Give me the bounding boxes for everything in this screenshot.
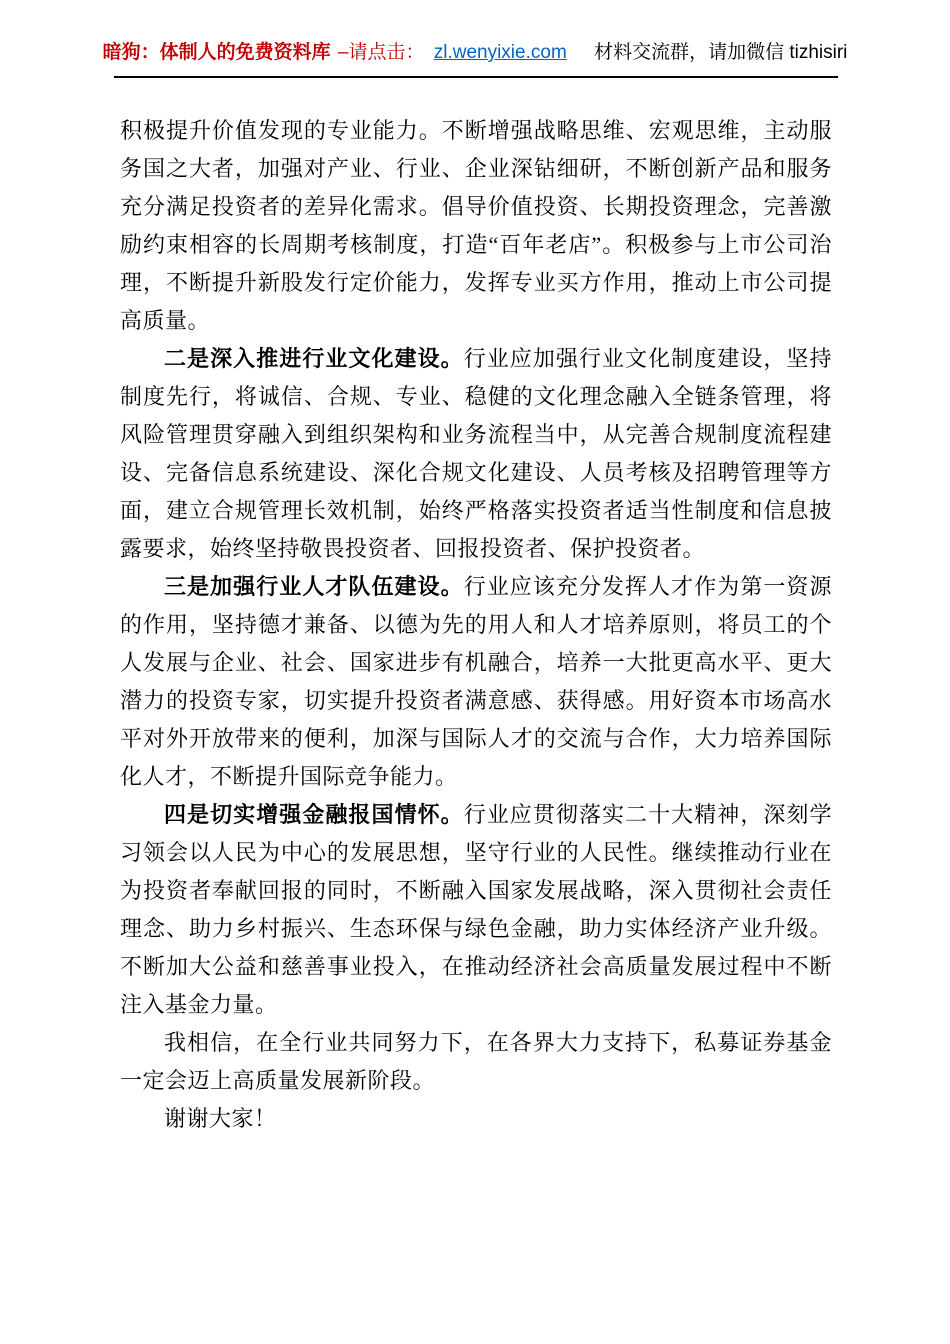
paragraph (120, 112, 832, 340)
paragraph-text: 我相信，在全行业共同努力下，在各界大力支持下，私募证券基金一定会迈上高质量发展新阶段。 (120, 1030, 832, 1093)
paragraph-text: 积极提升价值发现的专业能力。不断增强战略思维、宏观思维，主动服务国之大者，加强对产业、行业、企业深钻细研，不断创新产品和服务充分满足投资者的差异化需求。倡导价值投资、长期投资理念，完善激励约束相容的长周期考核制度，打造“百年老店”。积极参与上市公司治理，不断提升新股发行定价能力，发挥专业买方作用，推动上市公司提高质量。 (120, 118, 832, 333)
page-header (80, 40, 870, 66)
paragraph-text: 行业应加强行业文化制度建设，坚持制度先行，将诚信、合规、专业、稳健的文化理念融入全链条管理，将风险管理贯穿融入到组织架构和业务流程当中，从完善合规制度流程建设、完备信息系统建设、深化合规文化建设、人员考核及招聘管理等方面，建立合规管理长效机制，始终严格落实投资者适当性制度和信息披露要求，始终坚持敬畏投资者、回报投资者、保护投资者。 (120, 346, 832, 561)
site-link[interactable]: zl.wenyixie.com (433, 42, 567, 63)
header-divider (114, 76, 838, 78)
paragraph-text: 行业应该充分发挥人才作为第一资源的作用，坚持德才兼备、以德为先的用人和人才培养原则，将员工的个人发展与企业、社会、国家进步有机融合，培养一大批更高水平、更大潜力的投资专家，切实提升投资者满意感、获得感。用好资本市场高水平对外开放带来的便利，加深与国际人才的交流与合作，大力培养国际化人才，不断提升国际竞争能力。 (120, 574, 832, 789)
group-note-text: 材料交流群，请加微信 tizhisiri (594, 42, 848, 63)
paragraph-text: 谢谢大家！ (164, 1106, 277, 1131)
paragraph (120, 796, 832, 1024)
paragraph (120, 1024, 832, 1100)
paragraph (120, 1100, 832, 1138)
paragraph (120, 568, 832, 796)
paragraph-text: 行业应贯彻落实二十大精神，深刻学习领会以人民为中心的发展思想，坚守行业的人民性。继续推动行业在为投资者奉献回报的同时，不断融入国家发展战略，深入贯彻社会责任理念、助力乡村振兴、生态环保与绿色金融，助力实体经济产业升级。不断加大公益和慈善事业投入，在推动经济社会高质量发展过程中不断注入基金力量。 (120, 802, 832, 1017)
document-content (120, 112, 832, 1138)
paragraph (120, 340, 832, 568)
paragraph-lead: 二是深入推进行业文化建设。 (164, 346, 464, 371)
paragraph-lead: 三是加强行业人才队伍建设。 (164, 574, 464, 599)
paragraph-lead: 四是切实增强金融报国情怀。 (164, 802, 464, 827)
brand-text: 暗狗：体制人的免费资料库 (102, 42, 331, 63)
click-prompt-text: –请点击： (337, 42, 425, 63)
